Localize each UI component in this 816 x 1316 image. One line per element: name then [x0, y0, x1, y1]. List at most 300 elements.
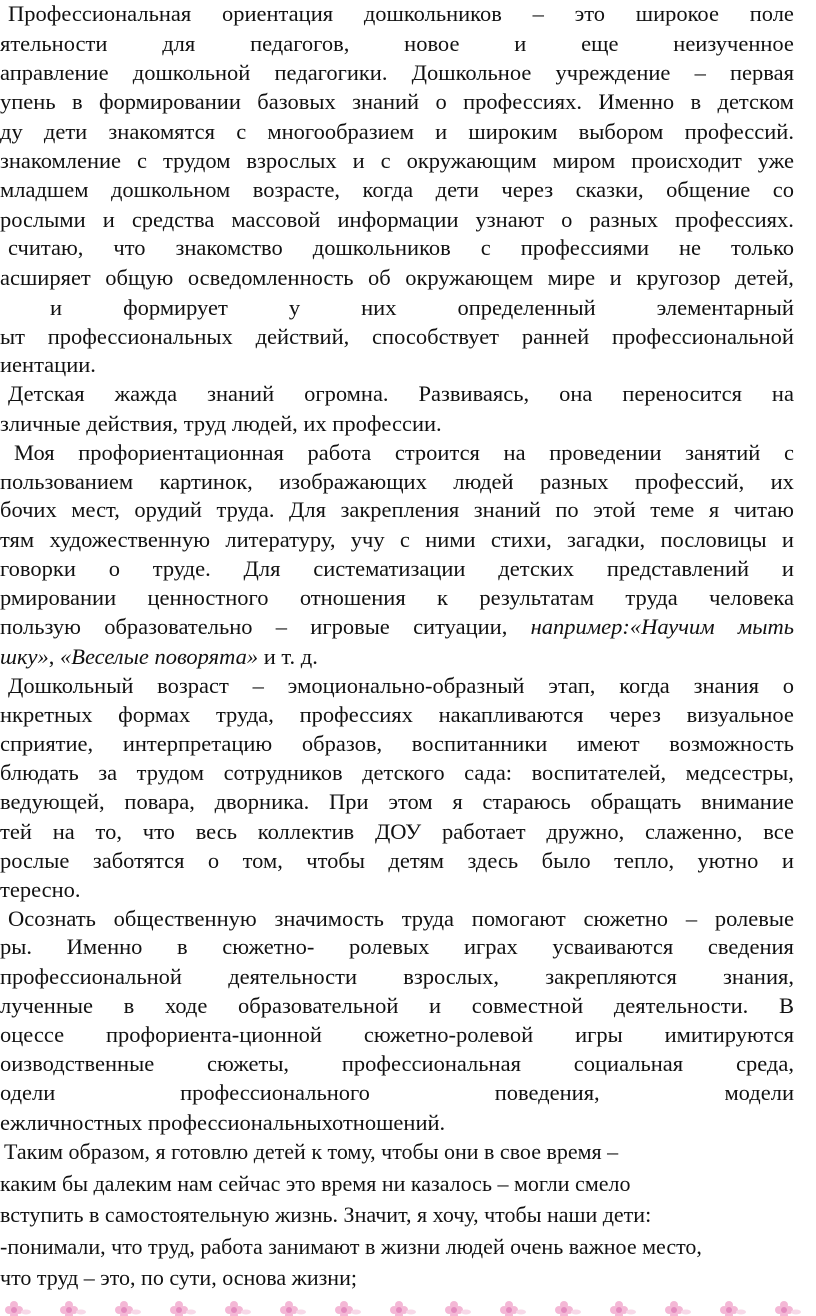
word: я [452, 789, 463, 814]
word: ранней [521, 324, 590, 349]
word: в [690, 89, 702, 114]
word: и [50, 295, 63, 320]
word: интерпретацию [122, 731, 273, 756]
text-line [0, 1080, 794, 1106]
word: что [113, 235, 146, 260]
text-line: ежличностных профессиональныхотношений. [0, 1110, 446, 1135]
word: и [435, 119, 448, 144]
text-line [0, 934, 794, 960]
word: через [609, 702, 661, 727]
text-line: каким бы далеким нам сейчас это время ни казалось – могли смело [0, 1171, 631, 1196]
text-line [0, 119, 794, 145]
word: детского [362, 760, 445, 785]
word: профессионального [180, 1080, 370, 1105]
word: литературу, [225, 527, 336, 552]
word: разных [539, 469, 609, 494]
word: медсестры, [685, 760, 794, 785]
word: знакомство [175, 235, 283, 260]
text-line [0, 556, 794, 582]
word: за [98, 760, 118, 785]
word: трудом [136, 760, 205, 785]
word: профессиональной [611, 324, 794, 349]
word: возможность [669, 731, 794, 756]
word: Осознать [8, 906, 96, 931]
word: разных [589, 207, 658, 232]
word: сюжеты, [207, 1051, 290, 1076]
word: на [52, 819, 75, 844]
word: через [501, 177, 554, 202]
text-line [0, 789, 794, 815]
text-line [0, 177, 794, 203]
word: только [730, 235, 794, 260]
text-line [0, 1051, 794, 1077]
word: ситуации, [413, 614, 508, 639]
word: весь [195, 819, 237, 844]
word: младшем [0, 177, 89, 202]
word: нкретных [0, 702, 93, 727]
flower-icon [445, 1301, 471, 1316]
word: детских [498, 556, 575, 581]
word: широкое [635, 1, 719, 26]
word: профессиях. [463, 89, 582, 114]
word: – [685, 906, 698, 931]
word: чтобы [306, 848, 365, 873]
word: проведении [549, 440, 662, 465]
word: играх [464, 934, 518, 959]
word: было [541, 848, 591, 873]
word: педагогов, [250, 31, 350, 56]
word: способствует [372, 324, 500, 349]
word: асширяет [0, 265, 91, 290]
word: Именно [598, 89, 675, 114]
text-line [0, 644, 318, 670]
word: на [771, 381, 794, 406]
word: профессиональной [0, 964, 182, 989]
word: информации [337, 207, 459, 232]
word: них [361, 295, 397, 320]
word: на [503, 440, 526, 465]
word: эмоционально-образный [287, 673, 525, 698]
word: окружающим [406, 148, 537, 173]
word: педагогики. [274, 60, 388, 85]
text-line [0, 614, 794, 640]
word: игры [575, 1022, 623, 1047]
word: дети [435, 177, 479, 202]
word: В [778, 993, 794, 1018]
word: труда [625, 585, 678, 610]
text-line [0, 324, 794, 350]
flower-icon [170, 1301, 196, 1316]
word: образовательно [104, 614, 253, 639]
word: я [708, 497, 720, 522]
word: профессиональных [47, 324, 233, 349]
word: стихи, [490, 527, 552, 552]
word: среда, [735, 1051, 794, 1076]
text-line [0, 819, 794, 845]
word: теме [650, 497, 695, 522]
word: с [783, 440, 794, 465]
word: том, [242, 848, 283, 873]
word: рослыми [0, 207, 86, 232]
text-line [0, 265, 794, 291]
text-line [0, 702, 794, 728]
word: с [137, 148, 148, 173]
word: и [781, 527, 794, 552]
word: кругозор [636, 265, 721, 290]
word: художественную [49, 527, 211, 552]
word: ду [0, 119, 23, 144]
word: уютно [697, 848, 759, 873]
word: деятельности [228, 964, 357, 989]
word: орудий [134, 497, 202, 522]
word: изображающих [279, 469, 427, 494]
word: общение [666, 177, 751, 202]
word: профессиях. [675, 207, 794, 232]
text-line: Таким образом, я готовлю детей к тому, чтобы они в свое время – [4, 1139, 619, 1164]
word: представлений [606, 556, 750, 581]
word: имитируются [664, 1022, 794, 1047]
word: труда. [216, 497, 275, 522]
text-line [14, 440, 794, 466]
word: ролевых [348, 934, 430, 959]
word: например:«Научим [530, 614, 715, 639]
word: знакомятся [108, 119, 215, 144]
word: Развиваясь, [418, 381, 530, 406]
text-line [0, 964, 794, 990]
word: определенный [457, 295, 596, 320]
text-line [0, 497, 794, 523]
word: и [102, 207, 115, 232]
word: ценностного [147, 585, 269, 610]
flower-icon [555, 1301, 581, 1316]
word: новое [404, 31, 460, 56]
text-line [0, 31, 794, 57]
word: поле [749, 1, 794, 26]
word: знания [693, 673, 759, 698]
text-line: тересно. [0, 877, 81, 902]
word: об [368, 265, 391, 290]
word: взрослых, [403, 964, 499, 989]
word: визуальное [686, 702, 794, 727]
word: и [429, 993, 442, 1018]
word: знаний [207, 381, 275, 406]
word: когда [362, 177, 414, 202]
word: сюжетно- [222, 934, 315, 959]
word: она [559, 381, 593, 406]
word: закрепления [340, 497, 460, 522]
word: аправление [0, 60, 109, 85]
word: со [772, 177, 794, 202]
text-line [0, 731, 794, 757]
text-line [8, 381, 794, 407]
word: жажда [114, 381, 178, 406]
word: дружно, [546, 819, 625, 844]
word: миром [552, 148, 616, 173]
word: с [380, 148, 391, 173]
word: пословицы [660, 527, 767, 552]
word: ними [425, 527, 476, 552]
text-line [0, 585, 794, 611]
word: воспитателей, [531, 760, 667, 785]
word: для [162, 31, 196, 56]
word: загадки, [567, 527, 646, 552]
flower-icon [390, 1301, 416, 1316]
word: сприятие, [0, 731, 94, 756]
text-line [8, 235, 794, 261]
word: совместной [471, 993, 584, 1018]
word: о [782, 673, 794, 698]
word: у [288, 295, 301, 320]
word: Дошкольное [411, 60, 532, 85]
word: работа [307, 440, 372, 465]
text-line: зличные действия, труд людей, их профессии. [0, 411, 442, 436]
word: учреждение [555, 60, 671, 85]
word: когда [619, 673, 670, 698]
flower-icon [665, 1301, 691, 1316]
word: человека [709, 585, 794, 610]
text-line: что труд – это, по сути, основа жизни; [0, 1265, 357, 1290]
word: учу [350, 527, 385, 552]
word: знаний [352, 89, 420, 114]
word: происходит [631, 148, 742, 173]
flower-icon [60, 1301, 86, 1316]
word: дошкольной [132, 60, 251, 85]
italic-text: «Веселые поворята» [60, 644, 259, 669]
flower-icon [775, 1301, 801, 1316]
word: огромна. [304, 381, 389, 406]
word: и [609, 265, 622, 290]
text-line [0, 469, 794, 495]
word: Дошкольный [8, 673, 134, 698]
word: ры. [0, 934, 32, 959]
text-fragment: , [48, 644, 60, 669]
word: результатам [479, 585, 595, 610]
word: поведения, [494, 1080, 600, 1105]
word: пользованием [0, 469, 134, 494]
word: этом [388, 789, 433, 814]
word: усваиваются [552, 934, 674, 959]
word: по [555, 497, 579, 522]
word: дошкольном [110, 177, 231, 202]
italic-text: шку» [0, 644, 49, 669]
word: стараюсь [482, 789, 571, 814]
word: этой [593, 497, 636, 522]
word: коллектив [257, 819, 355, 844]
word: рмировании [0, 585, 117, 610]
word: детей, [735, 265, 794, 290]
word: и [352, 148, 365, 173]
word: действий, [255, 324, 350, 349]
word: возрасте, [252, 177, 341, 202]
word: о [108, 556, 120, 581]
text-line [0, 89, 794, 115]
word: в [71, 89, 83, 114]
word: помогают [471, 906, 566, 931]
word: формах [118, 702, 191, 727]
text-line [50, 295, 794, 321]
word: переносится [622, 381, 742, 406]
word: о [435, 89, 447, 114]
word: профориента-ционной [105, 1022, 322, 1047]
word: возраст [157, 673, 229, 698]
word: первая [729, 60, 794, 85]
word: говорки [0, 556, 76, 581]
word: профессиях [299, 702, 413, 727]
word: общую [105, 265, 174, 290]
word: этап, [548, 673, 596, 698]
word: занятий [685, 440, 761, 465]
word: с [236, 119, 247, 144]
word: в [177, 934, 188, 959]
word: – [532, 1, 544, 26]
word: с [480, 235, 491, 260]
word: что [142, 819, 175, 844]
word: дошкольников [312, 235, 451, 260]
text-line: -понимали, что труд, работа занимают в жизни людей очень важное место, [0, 1234, 702, 1259]
word: воспитанники [411, 731, 548, 756]
word: тепло, [614, 848, 675, 873]
word: знания, [723, 964, 794, 989]
word: узнают [475, 207, 545, 232]
word: общественную [113, 906, 257, 931]
word: средства [131, 207, 215, 232]
word: сведения [707, 934, 794, 959]
text-fragment: и т. д. [258, 644, 318, 669]
text-line [0, 60, 794, 86]
word: трудом [163, 148, 231, 173]
word: людей [453, 469, 514, 494]
word: формирует [123, 295, 228, 320]
word: профессиями [520, 235, 649, 260]
word: считаю, [8, 235, 84, 260]
word: это [574, 1, 606, 26]
word: в [123, 993, 135, 1018]
word: о [207, 848, 220, 873]
word: тям [0, 527, 35, 552]
word: все [763, 819, 794, 844]
flower-icon [225, 1301, 251, 1316]
word: систематизации [313, 556, 466, 581]
word: их [770, 469, 794, 494]
word: дошкольников [363, 1, 502, 26]
word: слаженно, [645, 819, 743, 844]
text-line [8, 906, 794, 932]
word: закрепляются [545, 964, 677, 989]
word: выбором [578, 119, 664, 144]
decorative-border [0, 1296, 816, 1316]
word: не [678, 235, 701, 260]
word: упень [0, 89, 56, 114]
word: знаний [473, 497, 541, 522]
word: лученные [0, 993, 93, 1018]
word: оцессе [0, 1022, 65, 1047]
word: ятельности [0, 31, 108, 56]
word: Моя [14, 440, 55, 465]
word: базовых [257, 89, 336, 114]
word: ходе [164, 993, 208, 1018]
word: взрослых [246, 148, 337, 173]
text-line [0, 527, 794, 553]
word: накапливаются [438, 702, 584, 727]
word: игровые [310, 614, 390, 639]
word: профориентационная [78, 440, 284, 465]
flower-icon [115, 1301, 141, 1316]
word: широким [468, 119, 558, 144]
word: ведующей, [0, 789, 105, 814]
word: – [252, 673, 264, 698]
word: повара, [124, 789, 195, 814]
text-line [0, 993, 794, 1019]
text-line [0, 1022, 794, 1048]
word: профессий. [684, 119, 794, 144]
word: сюжетно-ролевой [363, 1022, 534, 1047]
word: детям [388, 848, 444, 873]
word: сюжетно [583, 906, 669, 931]
text-line: иентации. [0, 352, 96, 377]
word: Именно [66, 934, 143, 959]
word: то, [95, 819, 122, 844]
word: обращать [590, 789, 682, 814]
word: отношения [299, 585, 406, 610]
word: дворника. [214, 789, 310, 814]
word: заботятся [92, 848, 185, 873]
text-line [8, 673, 794, 699]
word: уже [757, 148, 794, 173]
word: образов, [301, 731, 383, 756]
word: рослые [0, 848, 70, 873]
word: профессиональная [341, 1051, 521, 1076]
word: Для [289, 497, 326, 522]
word: пользую [0, 614, 81, 639]
word: мире [547, 265, 596, 290]
flower-icon [720, 1301, 746, 1316]
word: мест, [71, 497, 120, 522]
word: формировании [98, 89, 241, 114]
word: и [781, 556, 794, 581]
word: бочих [0, 497, 57, 522]
word: знакомление [0, 148, 122, 173]
word: Детская [8, 381, 85, 406]
word: социальная [573, 1051, 684, 1076]
word: мыть [737, 614, 794, 639]
word: сотрудников [223, 760, 343, 785]
word: Профессиональная [8, 1, 192, 26]
text-line: вступить в самостоятельную жизнь. Значит, я хочу, чтобы наши дети: [0, 1202, 652, 1227]
word: сказки, [575, 177, 644, 202]
word: здесь [467, 848, 519, 873]
word: ДОУ [374, 819, 422, 844]
word: картинок, [159, 469, 253, 494]
flower-icon [5, 1301, 31, 1316]
word: оизводственные [0, 1051, 155, 1076]
text-line [0, 148, 794, 174]
word: элементарный [656, 295, 794, 320]
word: многообразием [267, 119, 414, 144]
word: труда [401, 906, 455, 931]
word: окружающем [405, 265, 534, 290]
word: – [694, 60, 706, 85]
word: тей [0, 819, 32, 844]
word: дети [43, 119, 88, 144]
word: работает [442, 819, 526, 844]
word: ыт [0, 324, 25, 349]
word: осведомленность [187, 265, 354, 290]
word: образовательной [238, 993, 399, 1018]
word: неизученное [673, 31, 794, 56]
word: сада: [464, 760, 513, 785]
word: труде. [152, 556, 211, 581]
word: и [781, 848, 794, 873]
